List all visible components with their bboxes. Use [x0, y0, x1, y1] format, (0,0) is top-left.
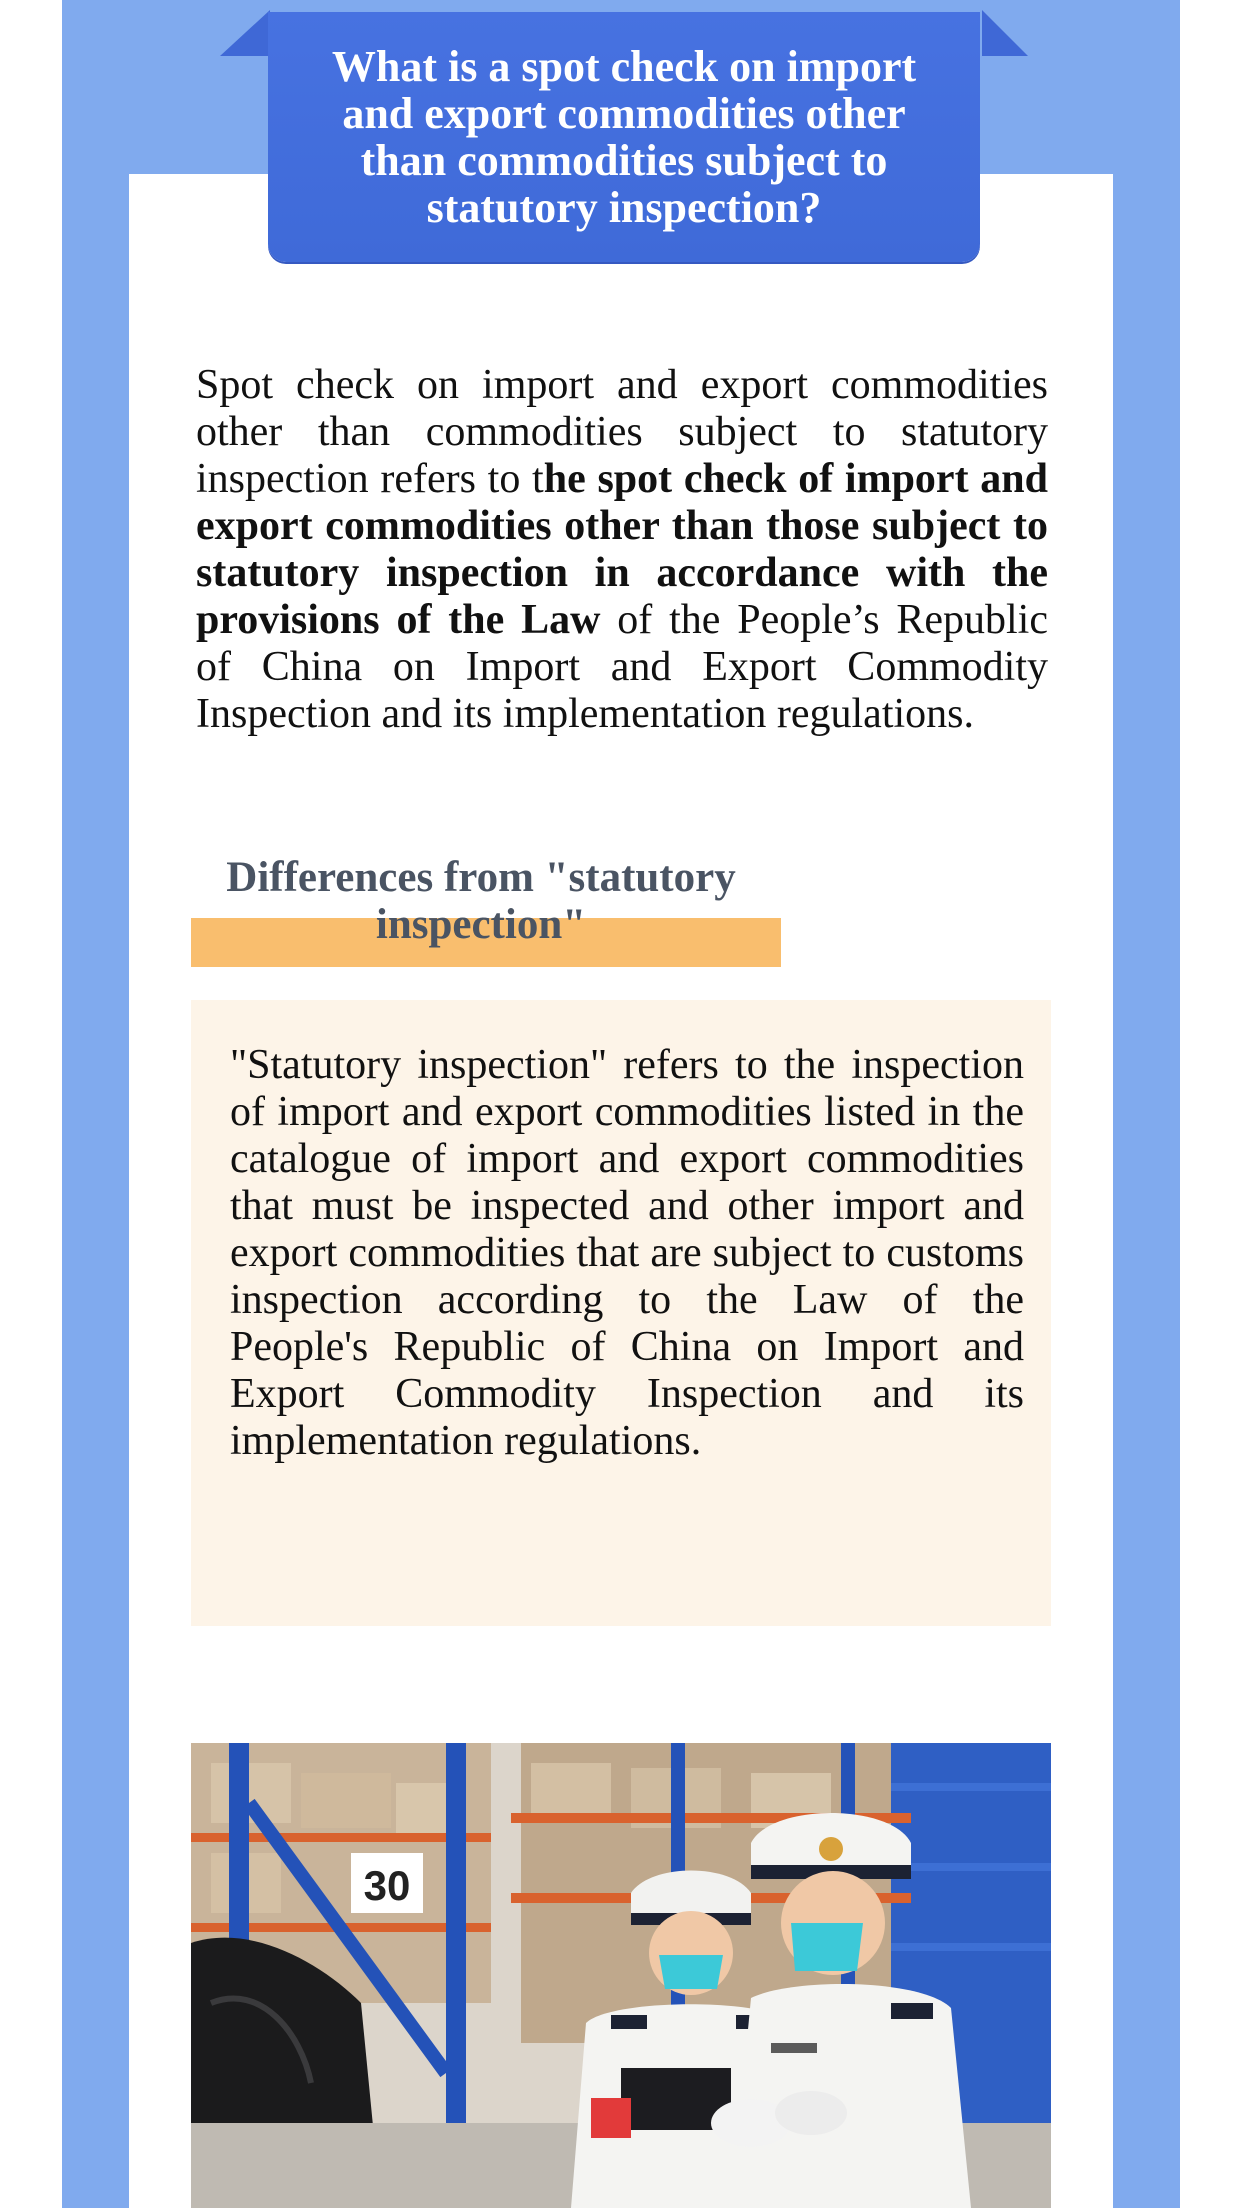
differences-heading: Differences from "statutory inspection" — [226, 854, 736, 948]
definition-text: "Statutory inspection" refers to the inspection of import and export commodities listed in the catalogue of import and export commodities that must be inspected and other import and export commodities that are subject to customs inspection according to the Law of the People's Republic of China on Import and Export Commodity Inspection and its implementation regulations. — [230, 1042, 1024, 1464]
shelf-number-tag: 30 — [363, 1862, 411, 1909]
intro-text-emphasis: he spot check of import and export commodities other than those subject to statutory inspection in accordance with the provisions of the Law — [196, 456, 1048, 643]
page-title: What is a spot check on import and export commodities other than commodities subject to statutory inspection? — [331, 42, 917, 232]
intro-paragraph — [196, 362, 1048, 738]
warehouse-inspection-photo — [191, 1743, 1051, 2208]
title-banner — [268, 12, 980, 262]
intro-text-end: of the People’s Republic of China on Import and Export Commodity Inspection and its implementation regulations. — [196, 597, 1048, 737]
ribbon-fold-left — [220, 10, 270, 56]
ribbon-fold-right — [982, 10, 1028, 56]
intro-text-start: Spot check on import and export commodities other than commodities subject to statutory inspection refers to t — [196, 362, 1048, 502]
inspection-illustration — [191, 1743, 1051, 2208]
